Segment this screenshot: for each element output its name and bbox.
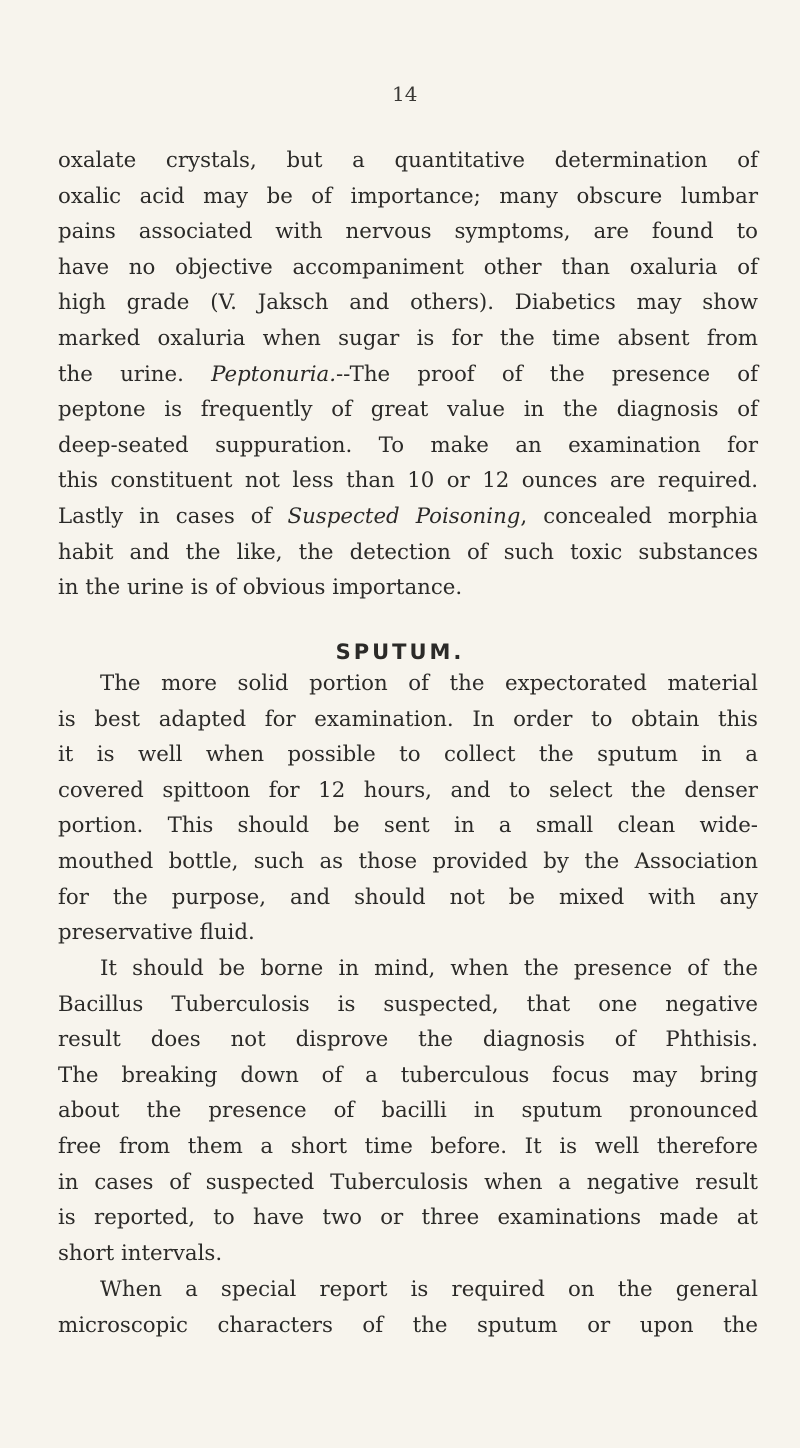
text-line-poisoning	[58, 499, 758, 535]
text-line: deep-seated suppuration. To make an examination for	[58, 432, 758, 458]
peptonuria-term: Peptonuria.	[211, 361, 336, 387]
text-line: pains associated with nervous symptoms, are found to	[58, 219, 758, 245]
text-line: preservative fluid.	[58, 920, 255, 946]
text-line: mouthed bottle, such as those provided by the Association	[58, 848, 758, 874]
text-line: for the purpose, and should not be mixed with any	[58, 884, 758, 910]
text-line-peptonuria	[58, 357, 758, 393]
text-line: is best adapted for examination. In order to obtain this	[58, 706, 758, 732]
text-line: peptone is frequently of great value in the diagnosis of	[58, 397, 758, 423]
text-run: , concealed morphia	[520, 503, 758, 529]
section-heading: SPUTUM.	[335, 640, 465, 664]
page-number: 14	[392, 82, 418, 106]
paragraph-sputum-collection	[58, 666, 758, 951]
text-line: The breaking down of a tuberculous focus may bring	[58, 1062, 758, 1088]
text-line: oxalate crystals, but a quantitative determination of	[58, 148, 758, 173]
text-line: The more solid portion of the expectorated material	[100, 671, 758, 696]
text-line: covered spittoon for 12 hours, and to select the denser	[58, 777, 758, 803]
text-line: high grade (V. Jaksch and others). Diabetics may show	[58, 290, 758, 316]
text-line: Bacillus Tuberculosis is suspected, that one negative	[58, 991, 758, 1017]
paragraph-oxaluria	[58, 143, 758, 606]
text-line: it is well when possible to collect the sputum in a	[58, 742, 758, 768]
paragraph-special-report	[58, 1272, 758, 1343]
text-line: result does not disprove the diagnosis of Phthisis.	[58, 1027, 758, 1053]
paragraph-tuberculosis	[58, 951, 758, 1271]
text-line: short intervals.	[58, 1240, 223, 1266]
suspected-poisoning-term: Suspected Poisoning	[287, 503, 521, 529]
text-line: in cases of suspected Tuberculosis when a negative result	[58, 1169, 758, 1195]
text-line: microscopic characters of the sputum or upon the	[58, 1312, 758, 1338]
text-line: oxalic acid may be of importance; many obscure lumbar	[58, 183, 758, 209]
text-run: Lastly in cases of	[58, 503, 288, 529]
text-line: free from them a short time before. It is well therefore	[58, 1133, 758, 1159]
text-line: portion. This should be sent in a small clean wide-	[58, 813, 758, 839]
text-run: the urine.	[58, 361, 212, 387]
text-line: about the presence of bacilli in sputum pronounced	[58, 1098, 758, 1124]
text-line: habit and the like, the detection of such toxic substances	[58, 539, 758, 565]
text-line: have no objective accompaniment other than oxaluria of	[58, 254, 758, 280]
text-line: is reported, to have two or three examinations made at	[58, 1205, 758, 1231]
text-line: in the urine is of obvious importance.	[58, 575, 463, 601]
text-line: It should be borne in mind, when the presence of the	[100, 956, 758, 981]
text-line: When a special report is required on the general	[100, 1277, 758, 1302]
text-run: --The proof of the presence of	[335, 361, 758, 387]
text-line: marked oxaluria when sugar is for the time absent from	[58, 325, 758, 351]
text-line: this constituent not less than 10 or 12 ounces are required.	[58, 468, 758, 494]
